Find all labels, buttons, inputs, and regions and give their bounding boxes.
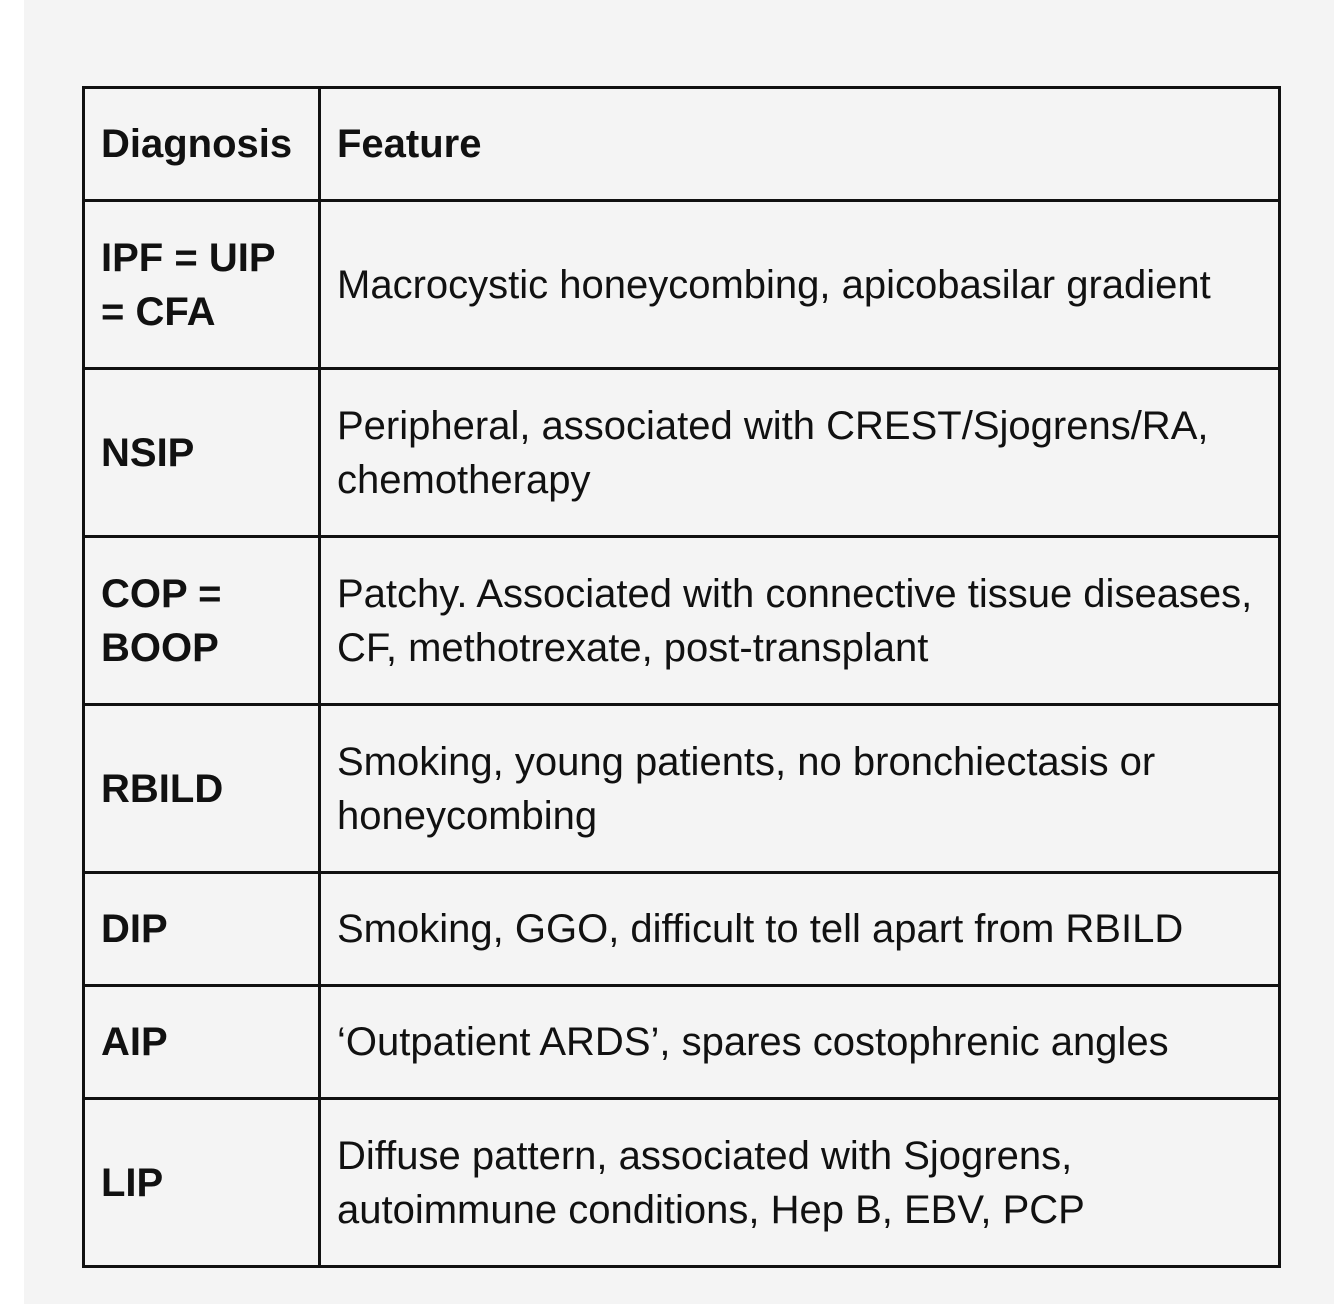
- table-row: [84, 873, 1280, 986]
- header-feature: Feature: [320, 88, 1280, 201]
- diagnosis-cell: COP = BOOP: [84, 537, 320, 705]
- diagnosis-feature-table: [82, 86, 1281, 1268]
- feature-cell: Diffuse pattern, associated with Sjogrens, autoimmune conditions, Hep B, EBV, PCP: [320, 1099, 1280, 1267]
- table-row: [84, 537, 1280, 705]
- header-diagnosis: Diagnosis: [84, 88, 320, 201]
- table-row: [84, 369, 1280, 537]
- page-background: [24, 0, 1334, 1304]
- table-header-row: [84, 88, 1280, 201]
- diagnosis-cell: LIP: [84, 1099, 320, 1267]
- diagnosis-cell: NSIP: [84, 369, 320, 537]
- feature-cell: ‘Outpatient ARDS’, spares costophrenic angles: [320, 986, 1280, 1099]
- diagnosis-cell: IPF = UIP = CFA: [84, 201, 320, 369]
- feature-cell: Smoking, GGO, difficult to tell apart from RBILD: [320, 873, 1280, 986]
- feature-cell: Smoking, young patients, no bronchiectasis or honeycombing: [320, 705, 1280, 873]
- feature-cell: Macrocystic honeycombing, apicobasilar gradient: [320, 201, 1280, 369]
- table-row: [84, 705, 1280, 873]
- table-row: [84, 1099, 1280, 1267]
- diagnosis-cell: DIP: [84, 873, 320, 986]
- diagnosis-cell: AIP: [84, 986, 320, 1099]
- diagnosis-cell: RBILD: [84, 705, 320, 873]
- feature-cell: Peripheral, associated with CREST/Sjogrens/RA, chemotherapy: [320, 369, 1280, 537]
- table-row: [84, 201, 1280, 369]
- table-row: [84, 986, 1280, 1099]
- feature-cell: Patchy. Associated with connective tissue diseases, CF, methotrexate, post-transplant: [320, 537, 1280, 705]
